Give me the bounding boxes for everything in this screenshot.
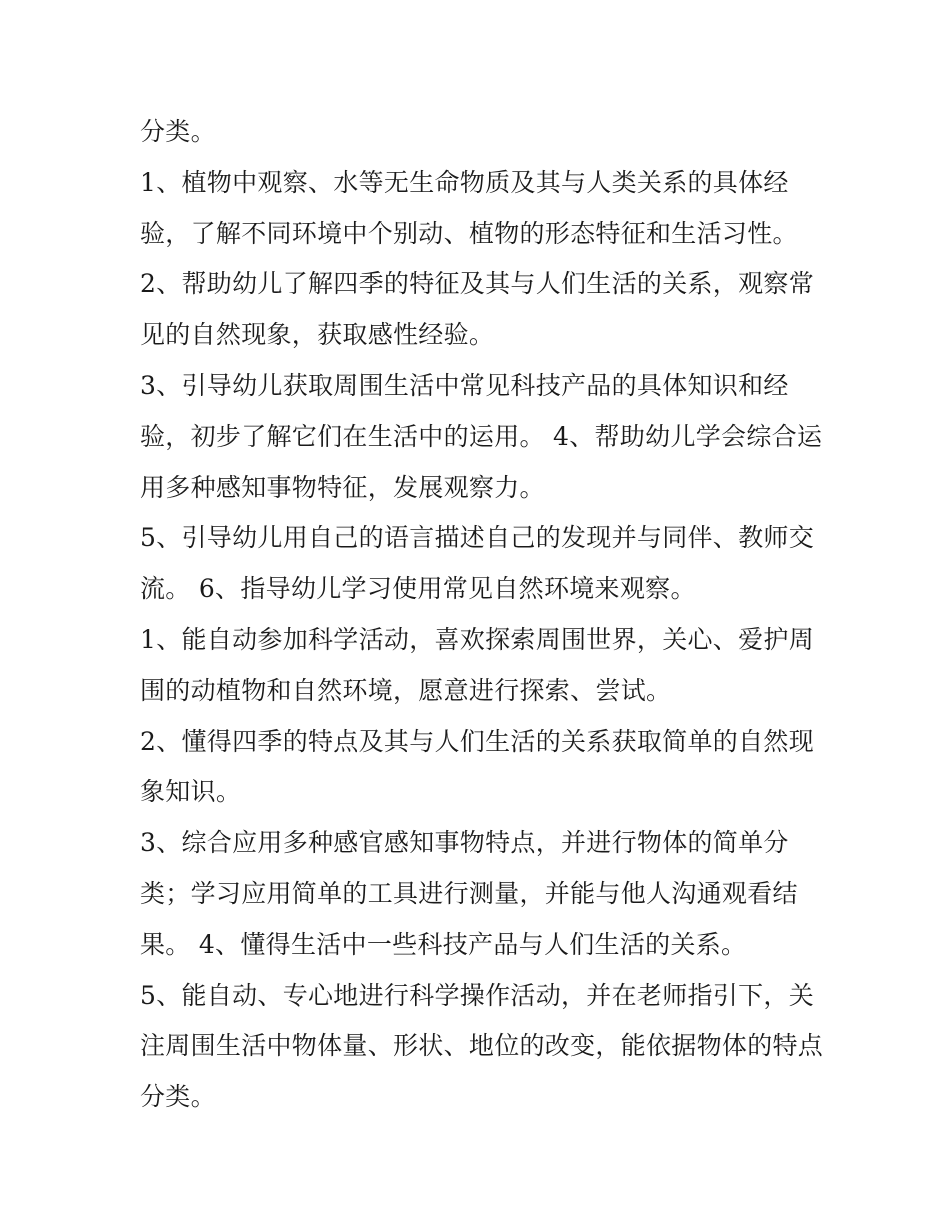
text-line: 3、引导幼儿获取周围生活中常见科技产品的具体知识和经 (140, 370, 789, 400)
text-line: 2、帮助幼儿了解四季的特征及其与人们生活的关系，观察常 (140, 269, 815, 299)
text-line: 分类。 (140, 117, 216, 146)
text-line: 分类。 (140, 1082, 216, 1112)
text-line: 见的自然现象，获取感性经验。 (140, 320, 495, 350)
text-line: 验，了解不同环境中个别动、植物的形态特征和生活习性。 (140, 218, 798, 248)
text-line: 注周围生活中物体量、形状、地位的改变，能依据物体的特点 (140, 1031, 824, 1061)
text-line: 5、引导幼儿用自己的语言描述自己的发现并与同伴、教师交 (140, 523, 815, 553)
text-line: 1、植物中观察、水等无生命物质及其与人类关系的具体经 (140, 167, 789, 197)
text-line: 1、能自动参加科学活动，喜欢探索周围世界，关心、爱护周 (140, 624, 815, 654)
text-line: 2、懂得四季的特点及其与人们生活的关系获取简单的自然现 (140, 726, 815, 756)
text-line: 用多种感知事物特征，发展观察力。 (140, 472, 545, 502)
body-text (140, 107, 824, 1123)
text-line: 围的动植物和自然环境，愿意进行探索、尝试。 (140, 675, 672, 705)
text-line: 流。 6、指导幼儿学习使用常见自然环境来观察。 (140, 574, 696, 604)
text-line: 5、能自动、专心地进行科学操作活动，并在老师指引下，关 (140, 980, 815, 1010)
text-line: 果。 4、懂得生活中一些科技产品与人们生活的关系。 (140, 929, 747, 959)
text-line: 象知识。 (140, 777, 242, 807)
text-line: 3、综合应用多种感官感知事物特点，并进行物体的简单分 (140, 828, 789, 858)
text-line: 类；学习应用简单的工具进行测量，并能与他人沟通观看结 (140, 878, 798, 908)
text-line: 验，初步了解它们在生活中的运用。 4、帮助幼儿学会综合运 (140, 421, 823, 451)
